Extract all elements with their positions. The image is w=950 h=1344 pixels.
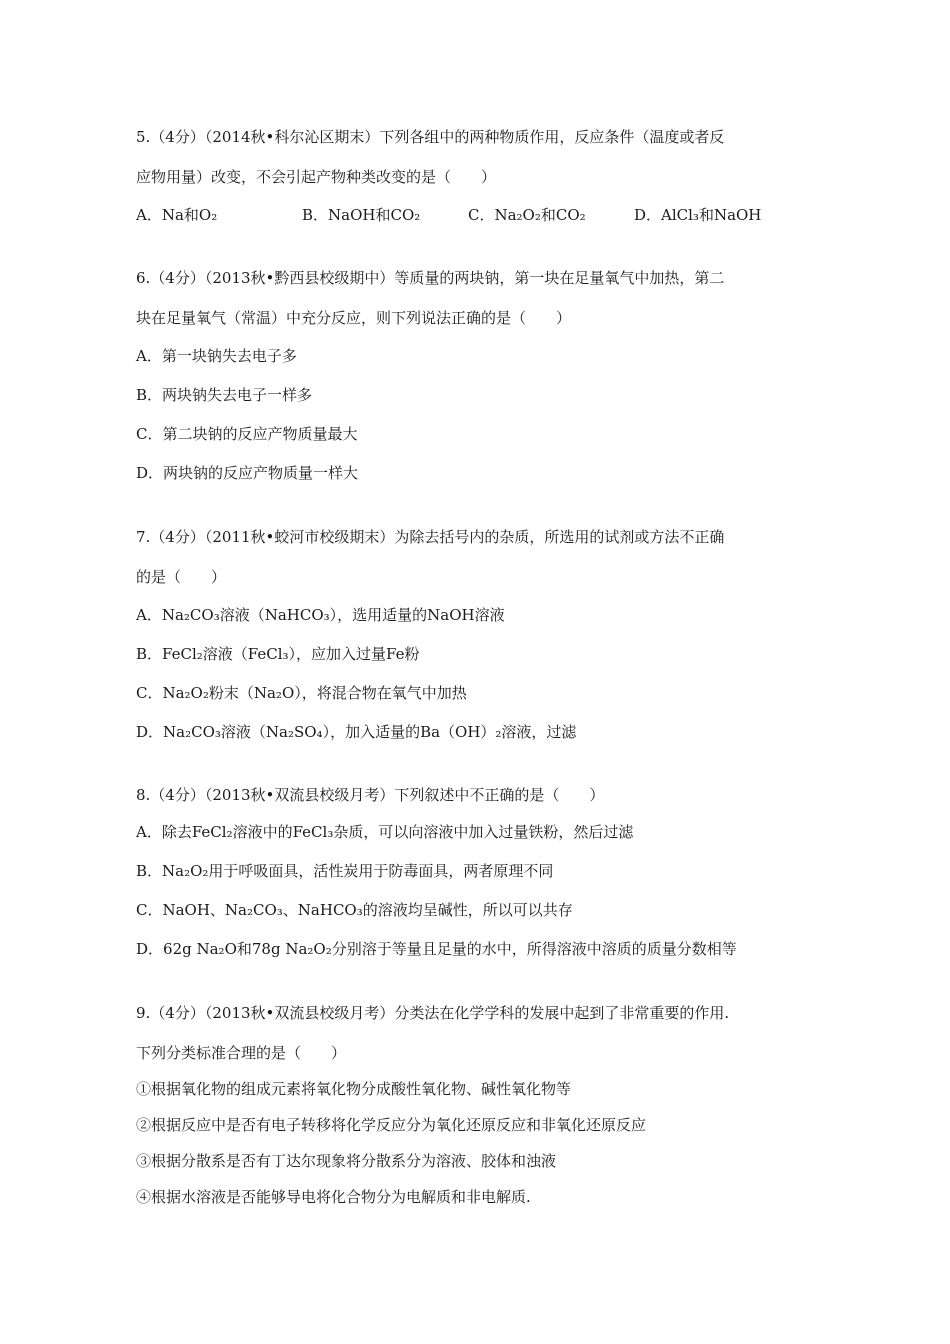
question-9-statement-4: ④根据水溶液是否能够导电将化合物分为电解质和非电解质. [136, 1188, 531, 1206]
question-6-stem-line-2: 块在足量氧气（常温）中充分反应，则下列说法正确的是（ ） [136, 309, 572, 327]
question-7-option-b: B．FeCl₂溶液（FeCl₃），应加入过量Fe粉 [136, 645, 420, 663]
question-5-stem-line-1: 5.（4分）（2014秋•科尔沁区期末）下列各组中的两种物质作用，反应条件（温度或者反 [136, 128, 725, 146]
question-6-stem-line-1: 6.（4分）（2013秋•黔西县校级期中）等质量的两块钠，第一块在足量氧气中加热，第二 [136, 269, 725, 287]
question-6-option-a: A．第一块钠失去电子多 [136, 347, 297, 365]
question-9-stem-line-1: 9.（4分）（2013秋•双流县校级月考）分类法在化学学科的发展中起到了非常重要的作用. [136, 1004, 730, 1022]
question-7-option-c: C．Na₂O₂粉末（Na₂O），将混合物在氧气中加热 [136, 684, 467, 702]
question-7-stem-line-2: 的是（ ） [136, 568, 227, 586]
question-9-stem-line-2: 下列分类标准合理的是（ ） [136, 1044, 347, 1062]
question-7-stem-line-1: 7.（4分）（2011秋•蛟河市校级期末）为除去括号内的杂质，所选用的试剂或方法不正确 [136, 528, 725, 546]
question-9-statement-3: ③根据分散系是否有丁达尔现象将分散系分为溶液、胶体和浊液 [136, 1152, 557, 1170]
question-5-option-d: D．AlCl₃和NaOH [634, 206, 762, 224]
question-5-stem-line-2: 应物用量）改变，不会引起产物种类改变的是（ ） [136, 168, 497, 186]
question-5-option-c: C．Na₂O₂和CO₂ [468, 206, 586, 224]
question-7-option-a: A．Na₂CO₃溶液（NaHCO₃），选用适量的NaOH溶液 [136, 606, 505, 624]
question-9-statement-2: ②根据反应中是否有电子转移将化学反应分为氧化还原反应和非氧化还原反应 [136, 1116, 647, 1134]
question-8-option-c: C．NaOH、Na₂CO₃、NaHCO₃的溶液均呈碱性，所以可以共存 [136, 901, 573, 919]
question-7-option-d: D．Na₂CO₃溶液（Na₂SO₄），加入适量的Ba（OH）₂溶液，过滤 [136, 723, 577, 741]
question-6-option-b: B．两块钠失去电子一样多 [136, 386, 313, 404]
question-5-option-b: B．NaOH和CO₂ [302, 206, 421, 224]
question-5-option-a: A．Na和O₂ [136, 206, 218, 224]
question-6-option-c: C．第二块钠的反应产物质量最大 [136, 425, 358, 443]
question-8-stem-line-1: 8.（4分）（2013秋•双流县校级月考）下列叙述中不正确的是（ ） [136, 786, 605, 804]
question-8-option-b: B．Na₂O₂用于呼吸面具，活性炭用于防毒面具，两者原理不同 [136, 862, 554, 880]
question-8-option-d: D．62g Na₂O和78g Na₂O₂分别溶于等量且足量的水中，所得溶液中溶质的质量分数相等 [136, 940, 737, 958]
question-8-option-a: A．除去FeCl₂溶液中的FeCl₃杂质，可以向溶液中加入过量铁粉，然后过滤 [136, 823, 634, 841]
question-6-option-d: D．两块钠的反应产物质量一样大 [136, 464, 359, 482]
question-9-statement-1: ①根据氧化物的组成元素将氧化物分成酸性氧化物、碱性氧化物等 [136, 1080, 572, 1098]
